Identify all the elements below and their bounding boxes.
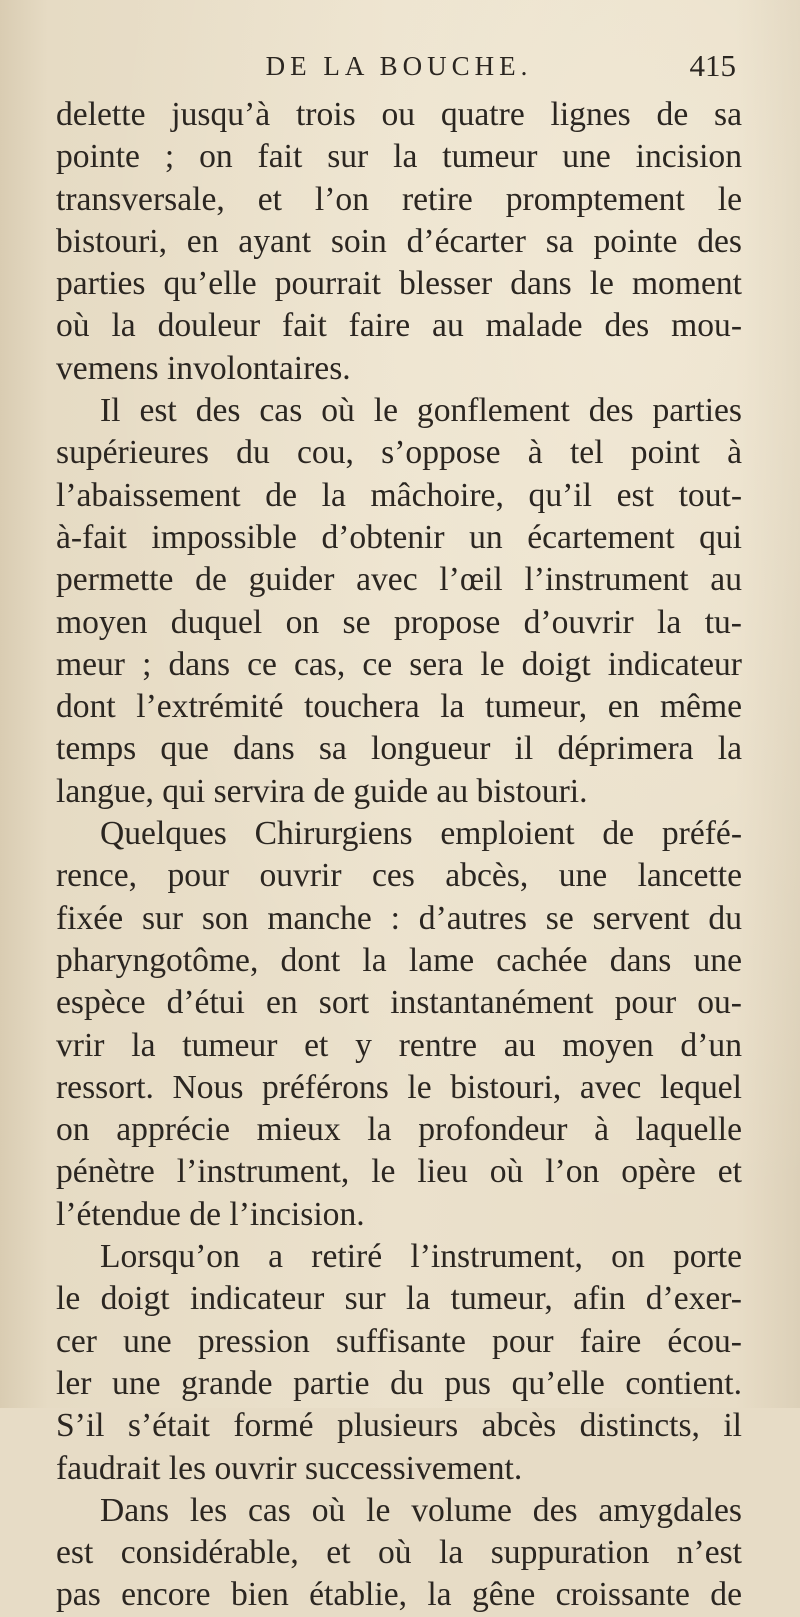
text-line: où la douleur fait faire au malade des mou- — [56, 307, 742, 345]
text-line: meur ; dans ce cas, ce sera le doigt indicateur — [56, 645, 742, 683]
text-line: permette de guider avec l’œil l’instrument au — [56, 561, 742, 599]
text-line: espèce d’étui en sort instantanément pour ou- — [56, 984, 742, 1022]
text-line: vemens involontaires. — [56, 349, 351, 387]
text-line: langue, qui servira de guide au bistouri. — [56, 772, 588, 810]
text-line: dont l’extrémité touchera la tumeur, en même — [56, 688, 742, 726]
text-line: faudrait les ouvrir successivement. — [56, 1449, 523, 1487]
text-line: Dans les cas où le volume des amygdales — [100, 1491, 742, 1529]
text-line: est considérable, et où la suppuration n’est — [56, 1534, 742, 1572]
text-line: à-fait impossible d’obtenir un écartement qui — [56, 518, 742, 556]
text-line: pénètre l’instrument, le lieu où l’on opère et — [56, 1153, 742, 1191]
running-title: DE LA BOUCHE. — [265, 51, 533, 81]
text-line: bistouri, en ayant soin d’écarter sa pointe des — [56, 222, 742, 260]
text-line: delette jusqu’à trois ou quatre lignes de sa — [56, 96, 742, 133]
text-line: on apprécie mieux la profondeur à laquelle — [56, 1111, 742, 1149]
text-line: temps que dans sa longueur il déprimera la — [56, 730, 742, 768]
text-line: Quelques Chirurgiens emploient de préfé- — [100, 815, 742, 853]
text-line: ressort. Nous préférons le bistouri, avec lequel — [56, 1068, 742, 1106]
text-line: moyen duquel on se propose d’ouvrir la tu- — [56, 603, 742, 641]
text-line: ler une grande partie du pus qu’elle contient. — [56, 1364, 742, 1402]
text-line: S’il s’était formé plusieurs abcès distincts, il — [56, 1407, 742, 1445]
text-line: Lorsqu’on a retiré l’instrument, on porte — [100, 1238, 742, 1276]
text-line: pointe ; on fait sur la tumeur une incision — [56, 138, 742, 176]
text-line: l’étendue de l’incision. — [56, 1195, 365, 1233]
text-line: fixée sur son manche : d’autres se servent du — [56, 899, 742, 937]
body-text — [56, 94, 742, 1617]
text-line: rence, pour ouvrir ces abcès, une lancette — [56, 857, 742, 895]
text-line: pharyngotôme, dont la lame cachée dans une — [56, 941, 742, 979]
text-line: l’abaissement de la mâchoire, qu’il est tout- — [56, 476, 742, 514]
text-line: cer une pression suffisante pour faire écou- — [56, 1322, 742, 1360]
text-line: parties qu’elle pourrait blesser dans le moment — [56, 265, 742, 303]
text-line: pas encore bien établie, la gêne croissante de — [56, 1576, 742, 1614]
text-line: supérieures du cou, s’oppose à tel point à — [56, 434, 742, 472]
text-line: transversale, et l’on retire promptement le — [56, 180, 742, 218]
text-line: Il est des cas où le gonflement des parties — [100, 392, 742, 430]
running-head — [56, 42, 742, 90]
text-line: le doigt indicateur sur la tumeur, afin d’exer- — [56, 1280, 742, 1318]
page-number: 415 — [689, 48, 736, 83]
text-line: vrir la tumeur et y rentre au moyen d’un — [56, 1026, 742, 1064]
